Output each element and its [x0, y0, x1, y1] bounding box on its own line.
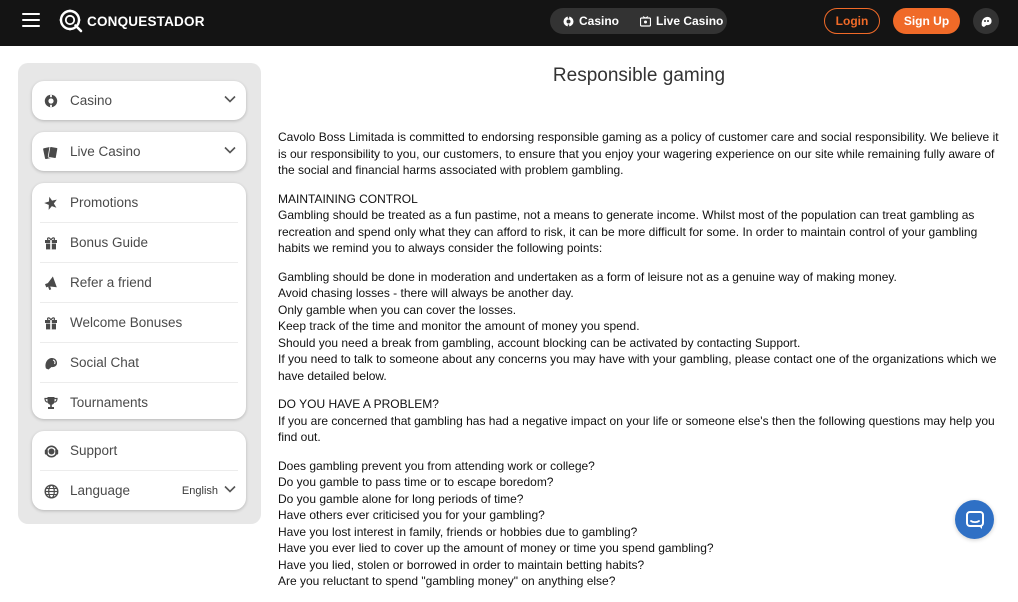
logo-text-bold: CON — [87, 13, 118, 29]
playing-cards-icon — [43, 144, 59, 160]
chevron-down-icon[interactable] — [224, 146, 236, 154]
sidebar-card-live-casino — [32, 132, 246, 171]
chat-icon — [980, 15, 993, 28]
sidebar-item-label: Tournaments — [70, 395, 149, 410]
sidebar-item-live-casino-label: Live Casino — [70, 144, 141, 159]
list-item: Gambling should be done in moderation and undertaken as a form of leisure not as a genuine way of making money. — [278, 269, 897, 284]
sidebar-item-label: Language — [70, 483, 131, 498]
list-item: Do you gamble to pass time or to escape boredom? — [278, 475, 554, 489]
game-type-switch — [550, 8, 727, 34]
page-title: Responsible gaming — [552, 65, 726, 86]
list-item: Have you lied, stolen or borrowed in order to maintain betting habits? — [278, 557, 645, 572]
language-value: English — [181, 485, 218, 497]
sidebar-support-card — [32, 431, 246, 510]
hamburger-menu-icon[interactable] — [22, 13, 40, 27]
sidebar-item-tournaments[interactable] — [32, 383, 246, 422]
sidebar-item-welcome-bonuses[interactable] — [32, 303, 246, 342]
casino-chip-icon — [43, 93, 59, 109]
sidebar-item-label: Support — [70, 443, 118, 458]
nav-casino-label: Casino — [579, 14, 620, 28]
site-logo[interactable] — [58, 8, 205, 34]
headset-icon — [43, 443, 59, 459]
sidebar-menu-card — [32, 183, 246, 419]
list-item: Avoid chasing losses - there will always be another day. — [278, 286, 574, 300]
list-item: Have others ever criticised you for your gambling? — [278, 508, 545, 522]
chevron-down-icon[interactable] — [224, 95, 236, 103]
list-item: Only gamble when you can cover the losses. — [278, 302, 517, 317]
article-body — [278, 129, 1000, 602]
support-chat-button[interactable] — [955, 500, 994, 539]
sidebar-item-social-chat[interactable] — [32, 343, 246, 382]
casino-chip-icon — [563, 16, 574, 27]
problem-section — [278, 396, 1000, 446]
sidebar-item-live-casino[interactable] — [32, 132, 246, 171]
list-item: Should you need a break from gambling, account blocking can be activated by contacting Support. — [278, 335, 801, 350]
sidebar-item-label: Welcome Bonuses — [70, 315, 183, 330]
globe-icon — [43, 483, 59, 499]
sidebar-item-promotions[interactable] — [32, 183, 246, 222]
list-item: Are you reluctant to spend "gambling money" on anything else? — [278, 574, 616, 588]
star-icon — [43, 195, 59, 211]
section-paragraph: If you are concerned that gambling has had a negative impact on your life or someone else's then the following questions may help you find out. — [278, 413, 995, 444]
social-chat-button[interactable] — [973, 8, 999, 34]
gift-icon — [43, 235, 59, 251]
sidebar-item-refer-a-friend[interactable] — [32, 263, 246, 302]
sidebar-item-bonus-guide[interactable] — [32, 223, 246, 262]
list-item: Does gambling prevent you from attending work or college? — [278, 458, 595, 473]
logo-compass-icon — [58, 8, 84, 34]
chat-icon — [43, 355, 59, 371]
maintaining-control-section — [278, 191, 1000, 257]
gift-icon — [43, 315, 59, 331]
list-item: Have you ever lied to cover up the amount of money or time you spend gambling? — [278, 541, 714, 555]
nav-live-casino-label: Live Casino — [656, 14, 724, 28]
trophy-icon — [43, 395, 59, 411]
login-button[interactable]: Login — [824, 8, 880, 34]
section-paragraph: Gambling should be treated as a fun pastime, not a means to generate income. Whilst most of the population can treat gambling as recreation and spend only what they can afford to risk, it can be more difficult for some. In order to maintain control of your gambling habits we remind you to always consider the following points: — [278, 208, 978, 255]
live-casino-icon — [640, 16, 651, 27]
sidebar-item-language[interactable] — [32, 471, 246, 510]
top-navigation-bar — [0, 0, 1018, 46]
sidebar-item-support[interactable] — [32, 431, 246, 470]
main-content — [278, 60, 1000, 588]
sidebar-item-label: Refer a friend — [70, 275, 152, 290]
sidebar-item-casino-label: Casino — [70, 93, 113, 108]
chevron-down-icon[interactable] — [224, 485, 236, 493]
intro-paragraph: Cavolo Boss Limitada is committed to endorsing responsible gaming as a policy of customer care and social responsibility. We believe it is our responsibility to you, our customers, to ensure that you enjoy your wagering experience on our site while remaining fully aware of the social and financial harms associated with problem gambling. — [278, 130, 999, 177]
sidebar-item-label: Social Chat — [70, 355, 140, 370]
logo-text-rest: QUESTADOR — [117, 13, 205, 29]
sidebar-card-casino — [32, 81, 246, 120]
list-item: If you need to talk to someone about any concerns you may have with your gambling, please contact one of the organizations which we have detailed below. — [278, 352, 997, 383]
list-item: Do you gamble alone for long periods of time? — [278, 491, 524, 506]
logo-text — [87, 14, 205, 29]
nav-live-casino[interactable] — [640, 14, 723, 28]
megaphone-icon — [43, 275, 59, 291]
questions-list — [278, 458, 1000, 590]
list-item: Have you lost interest in family, friends or hobbies due to gambling? — [278, 524, 638, 539]
chat-bubble-icon — [965, 510, 985, 530]
signup-button[interactable]: Sign Up — [893, 8, 960, 34]
sidebar-item-label: Bonus Guide — [70, 235, 149, 250]
list-item: Keep track of the time and monitor the amount of money you spend. — [278, 319, 640, 333]
sidebar-item-label: Promotions — [70, 195, 139, 210]
sidebar-item-casino[interactable] — [32, 81, 246, 120]
sidebar — [18, 63, 261, 524]
nav-casino[interactable] — [563, 14, 619, 28]
section-heading: DO YOU HAVE A PROBLEM? — [278, 397, 439, 411]
points-list — [278, 269, 1000, 385]
section-heading: MAINTAINING CONTROL — [278, 191, 418, 206]
